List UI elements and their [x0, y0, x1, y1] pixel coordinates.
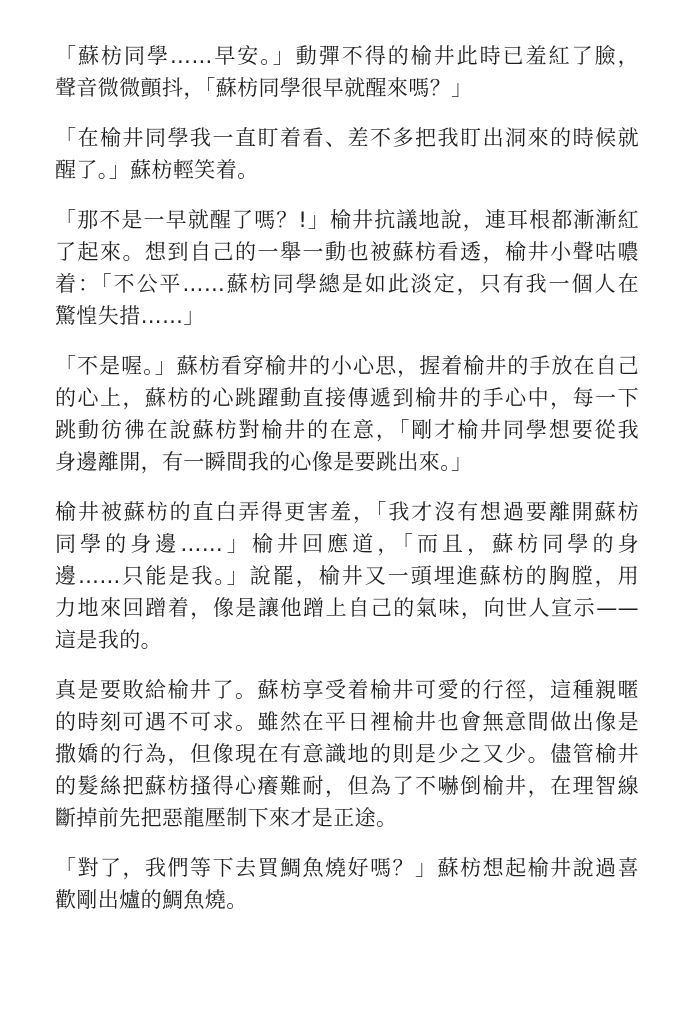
text-line: 同學的身邊……」榆井回應道，「而且，蘇枋同學的身 — [55, 532, 639, 556]
text-line: 這是我的。 — [55, 628, 162, 652]
text-line: 跳動彷彿在說蘇枋對榆井的在意，「剛才榆井同學想要從我 — [55, 418, 639, 442]
paragraph-2 — [55, 122, 639, 186]
text-line: 真是要敗給榆井了。蘇枋享受着榆井可愛的行徑，這種親暱 — [55, 678, 639, 702]
text-line: 驚惶失措……」 — [55, 304, 205, 328]
paragraph-1 — [55, 40, 639, 104]
paragraph-6 — [55, 674, 639, 834]
text-line: 撒嬌的行為，但像現在有意識地的則是少之又少。儘管榆井 — [55, 742, 639, 766]
text-line: 力地來回蹭着，像是讓他蹭上自己的氣味，向世人宣示—— — [55, 596, 639, 620]
text-line: 「那不是一早就醒了嗎？!」榆井抗議地說，連耳根都漸漸紅 — [55, 208, 639, 232]
text-line: 聲音微微顫抖，「蘇枋同學很早就醒來嗎？」 — [55, 76, 473, 100]
text-line: 着：「不公平……蘇枋同學總是如此淡定，只有我一個人在 — [55, 272, 639, 296]
text-line: 榆井被蘇枋的直白弄得更害羞，「我才沒有想過要離開蘇枋 — [55, 500, 639, 524]
paragraph-3 — [55, 204, 639, 332]
text-line: 斷掉前先把惡龍壓制下來才是正途。 — [55, 806, 398, 830]
paragraph-5 — [55, 496, 639, 656]
text-line: 「對了，我們等下去買鯛魚燒好嗎？」蘇枋想起榆井說過喜 — [55, 856, 639, 880]
text-line: 的心上，蘇枋的心跳躍動直接傳遞到榆井的手心中，每一下 — [55, 386, 639, 410]
text-line: 邊……只能是我。」說罷，榆井又一頭埋進蘇枋的胸膛，用 — [55, 564, 639, 588]
paragraph-7 — [55, 852, 639, 916]
text-line: 醒了。」蘇枋輕笑着。 — [55, 158, 259, 182]
text-line: 身邊離開，有一瞬間我的心像是要跳出來。」 — [55, 450, 473, 474]
text-line: 「在榆井同學我一直盯着看、差不多把我盯出洞來的時候就 — [55, 126, 639, 150]
text-line: 「蘇枋同學……早安。」動彈不得的榆井此時已羞紅了臉， — [55, 44, 639, 68]
text-line: 的髮絲把蘇枋搔得心癢難耐，但為了不嚇倒榆井，在理智線 — [55, 774, 639, 798]
paragraph-4 — [55, 350, 639, 478]
text-line: 了起來。想到自己的一舉一動也被蘇枋看透，榆井小聲咕噥 — [55, 240, 639, 264]
text-line: 「不是喔。」蘇枋看穿榆井的小心思，握着榆井的手放在自己 — [55, 354, 639, 378]
text-line: 的時刻可遇不可求。雖然在平日裡榆井也會無意間做出像是 — [55, 710, 639, 734]
text-line: 歡剛出爐的鯛魚燒。 — [55, 888, 248, 912]
